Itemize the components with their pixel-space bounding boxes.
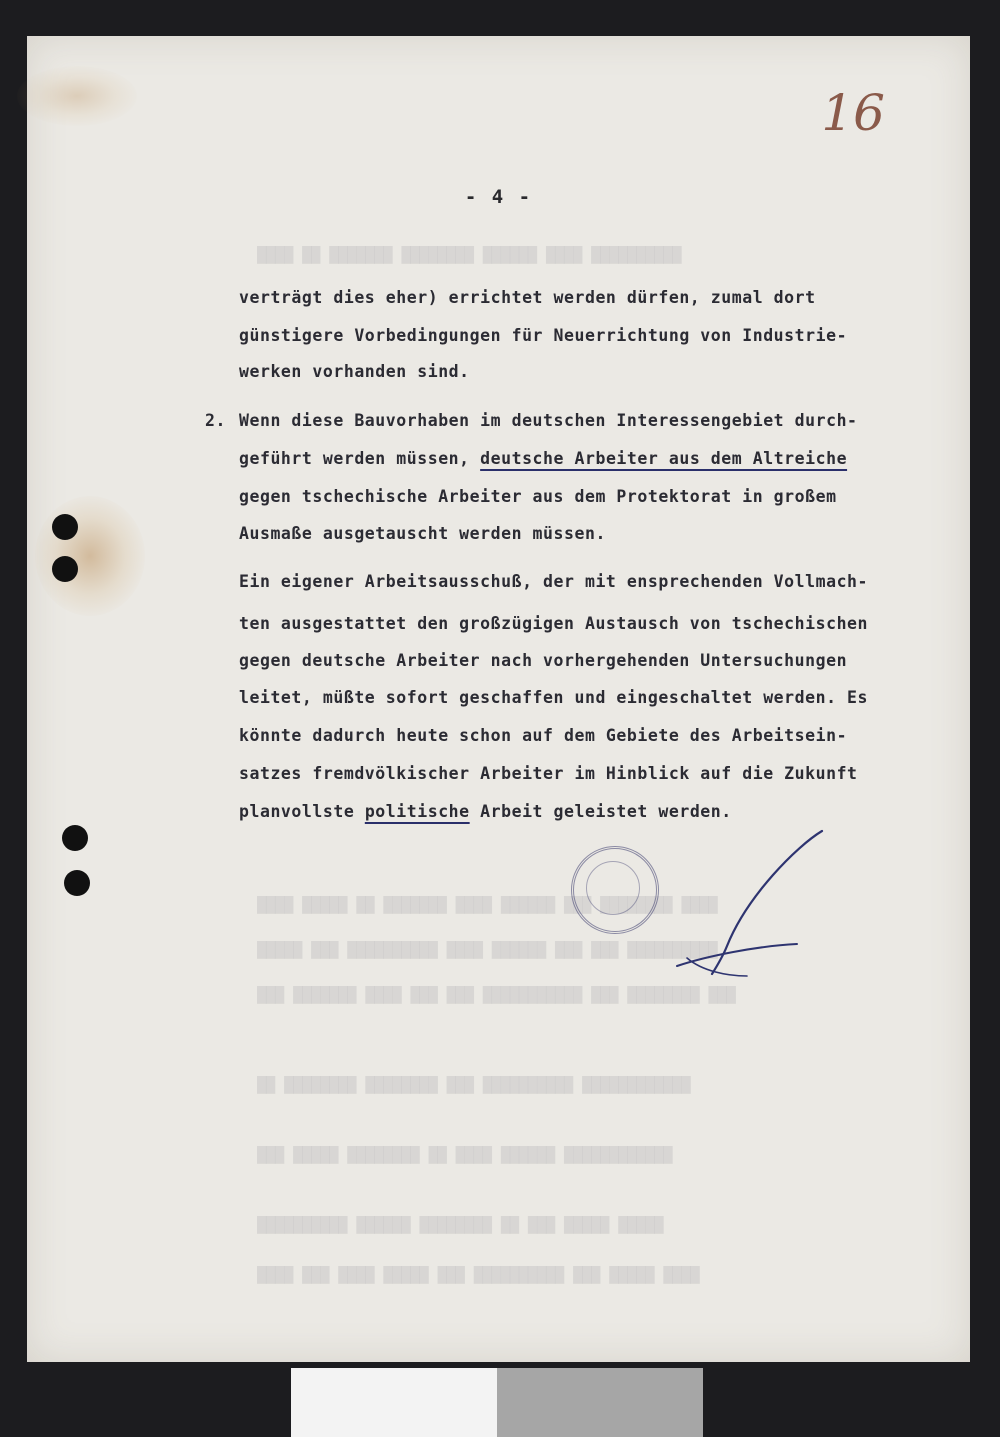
- underlined-phrase: deutsche Arbeiter aus dem Altreiche: [480, 449, 848, 468]
- text-line: könnte dadurch heute schon auf dem Gebiete des Arbeitsein-: [239, 726, 848, 745]
- text-line: gegen deutsche Arbeiter nach vorhergehenden Untersuchungen: [239, 651, 848, 670]
- list-item-number: 2.: [205, 411, 226, 430]
- punch-hole: [52, 514, 78, 540]
- stamp-inner-ring: [586, 861, 640, 915]
- text-line: werken vorhanden sind.: [239, 362, 470, 381]
- underlined-word: politische: [364, 802, 470, 821]
- document-page: [27, 36, 970, 1362]
- archive-stamp: [571, 846, 659, 934]
- bleed-through-text: ███ ███████ ████ ███ ███ ███████████ ███ ████████ ███: [257, 986, 736, 1004]
- bleed-through-text: █████ ███ ██████████ ████ ██████ ███ ███ ██████████: [257, 941, 718, 959]
- punch-hole: [52, 556, 78, 582]
- text-line: leitet, müßte sofort geschaffen und eingeschaltet werden. Es: [239, 688, 869, 707]
- rust-stain-top: [17, 66, 137, 126]
- text-line: Ein eigener Arbeitsausschuß, der mit ensprechenden Vollmach-: [239, 572, 869, 591]
- text-line: [239, 802, 732, 821]
- bleed-through-text: ████ ██ ███████ ████████ ██████ ████ ██████████: [257, 246, 682, 264]
- text-line: günstigere Vorbedingungen für Neuerrichtung von Industrie-: [239, 326, 848, 345]
- text-line: Ausmaße ausgetauscht werden müssen.: [239, 524, 606, 543]
- bleed-through-text: ██████████ ██████ ████████ ██ ███ █████ █████: [257, 1216, 664, 1234]
- punch-hole: [62, 825, 88, 851]
- text-line: gegen tschechische Arbeiter aus dem Protektorat in großem: [239, 487, 837, 506]
- bleed-through-text: ████ █████ ██ ███████ ████ ██████ ███ ████████ ████: [257, 896, 718, 914]
- folio-number: 16: [821, 84, 885, 142]
- text-segment: Arbeit geleistet werden.: [469, 802, 732, 821]
- text-line: satzes fremdvölkischer Arbeiter im Hinblick auf die Zukunft: [239, 764, 858, 783]
- scan-color-strip-grey: [497, 1368, 703, 1437]
- bleed-through-text: ███ █████ ████████ ██ ████ ██████ ████████████: [257, 1146, 673, 1164]
- punch-hole: [64, 870, 90, 896]
- text-line: [239, 449, 847, 468]
- rust-stain: [35, 496, 145, 616]
- text-segment: planvollste: [239, 802, 365, 821]
- text-line: ten ausgestattet den großzügigen Austausch von tschechischen: [239, 614, 869, 633]
- handwritten-signature: [647, 826, 867, 996]
- text-segment: geführt werden müssen,: [239, 449, 481, 468]
- bleed-through-text: ████ ███ ████ █████ ███ ██████████ ███ █████ ████: [257, 1266, 700, 1284]
- page-number: - 4 -: [464, 186, 533, 208]
- scan-color-strip-white: [291, 1368, 497, 1437]
- text-line: Wenn diese Bauvorhaben im deutschen Interessengebiet durch-: [239, 411, 858, 430]
- bleed-through-text: ██ ████████ ████████ ███ ██████████ ████████████: [257, 1076, 691, 1094]
- text-line: verträgt dies eher) errichtet werden dürfen, zumal dort: [239, 288, 816, 307]
